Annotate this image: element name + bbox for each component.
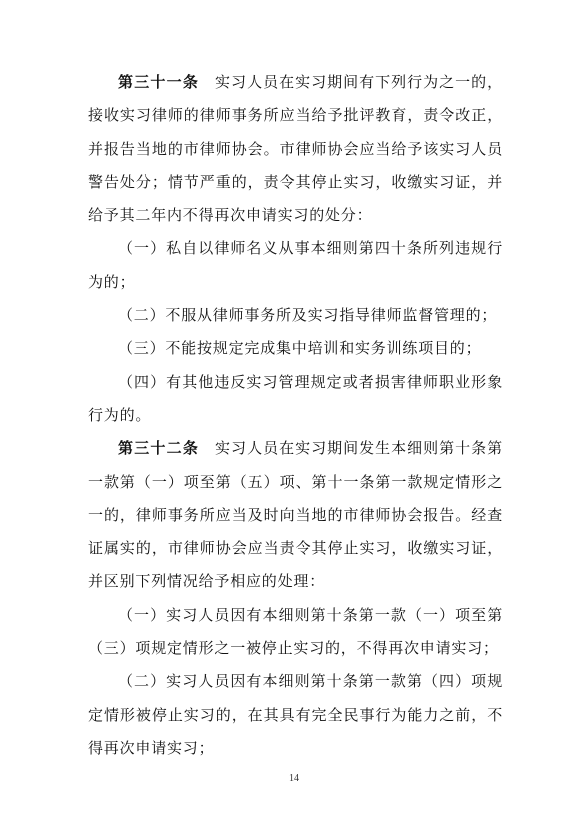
page-number: 14 [289,773,299,784]
article-31-item-2 [88,299,503,332]
article-31-item-1-text: （一）私自以律师名义从事本细则第四十条所列违规行为的； [88,239,503,291]
article-31-item-2-text: （二）不服从律师事务所及实习指导律师监督管理的； [118,306,498,325]
article-31-item-4-text: （四）有其他违反实习管理规定或者损害律师职业形象行为的。 [88,372,503,424]
article-32-item-1 [88,599,503,666]
article-32-text: 实习人员在实习期间发生本细则第十条第一款第（一）项至第（五）项、第十一条第一款规定情形之一的，律师事务所应当及时向当地的市律师协会报告。经查证属实的，市律师协会应当责令其停止实习，收缴实习证，并区别下列情况给予相应的处理： [88,439,503,591]
article-31-label: 第三十一条 [118,73,200,91]
article-32-item-1-text: （一）实习人员因有本细则第十条第一款（一）项至第（三）项规定情形之一被停止实习的，不得再次申请实习； [88,605,503,658]
article-31-text: 实习人员在实习期间有下列行为之一的，接收实习律师的律师事务所应当给予批评教育，责令改正，并报告当地的市律师协会。市律师协会应当给予该实习人员警告处分；情节严重的，责令其停止实习，收缴实习证，并给予其二年内不得再次申请实习的处分： [88,73,503,225]
article-31-paragraph [88,66,503,232]
article-31-item-1 [88,232,503,299]
article-31-item-3 [88,332,503,365]
article-32-item-2-text: （二）实习人员因有本细则第十条第一款第（四）项规定情形被停止实习的，在其具有完全民事行为能力之前，不得再次申请实习； [88,672,503,757]
article-32-item-2 [88,665,503,765]
document-body [88,66,503,765]
article-31-item-4 [88,366,503,433]
article-31-item-3-text: （三）不能按规定完成集中培训和实务训练项目的； [118,339,482,358]
article-32-paragraph [88,432,503,598]
article-32-label: 第三十二条 [118,439,200,458]
